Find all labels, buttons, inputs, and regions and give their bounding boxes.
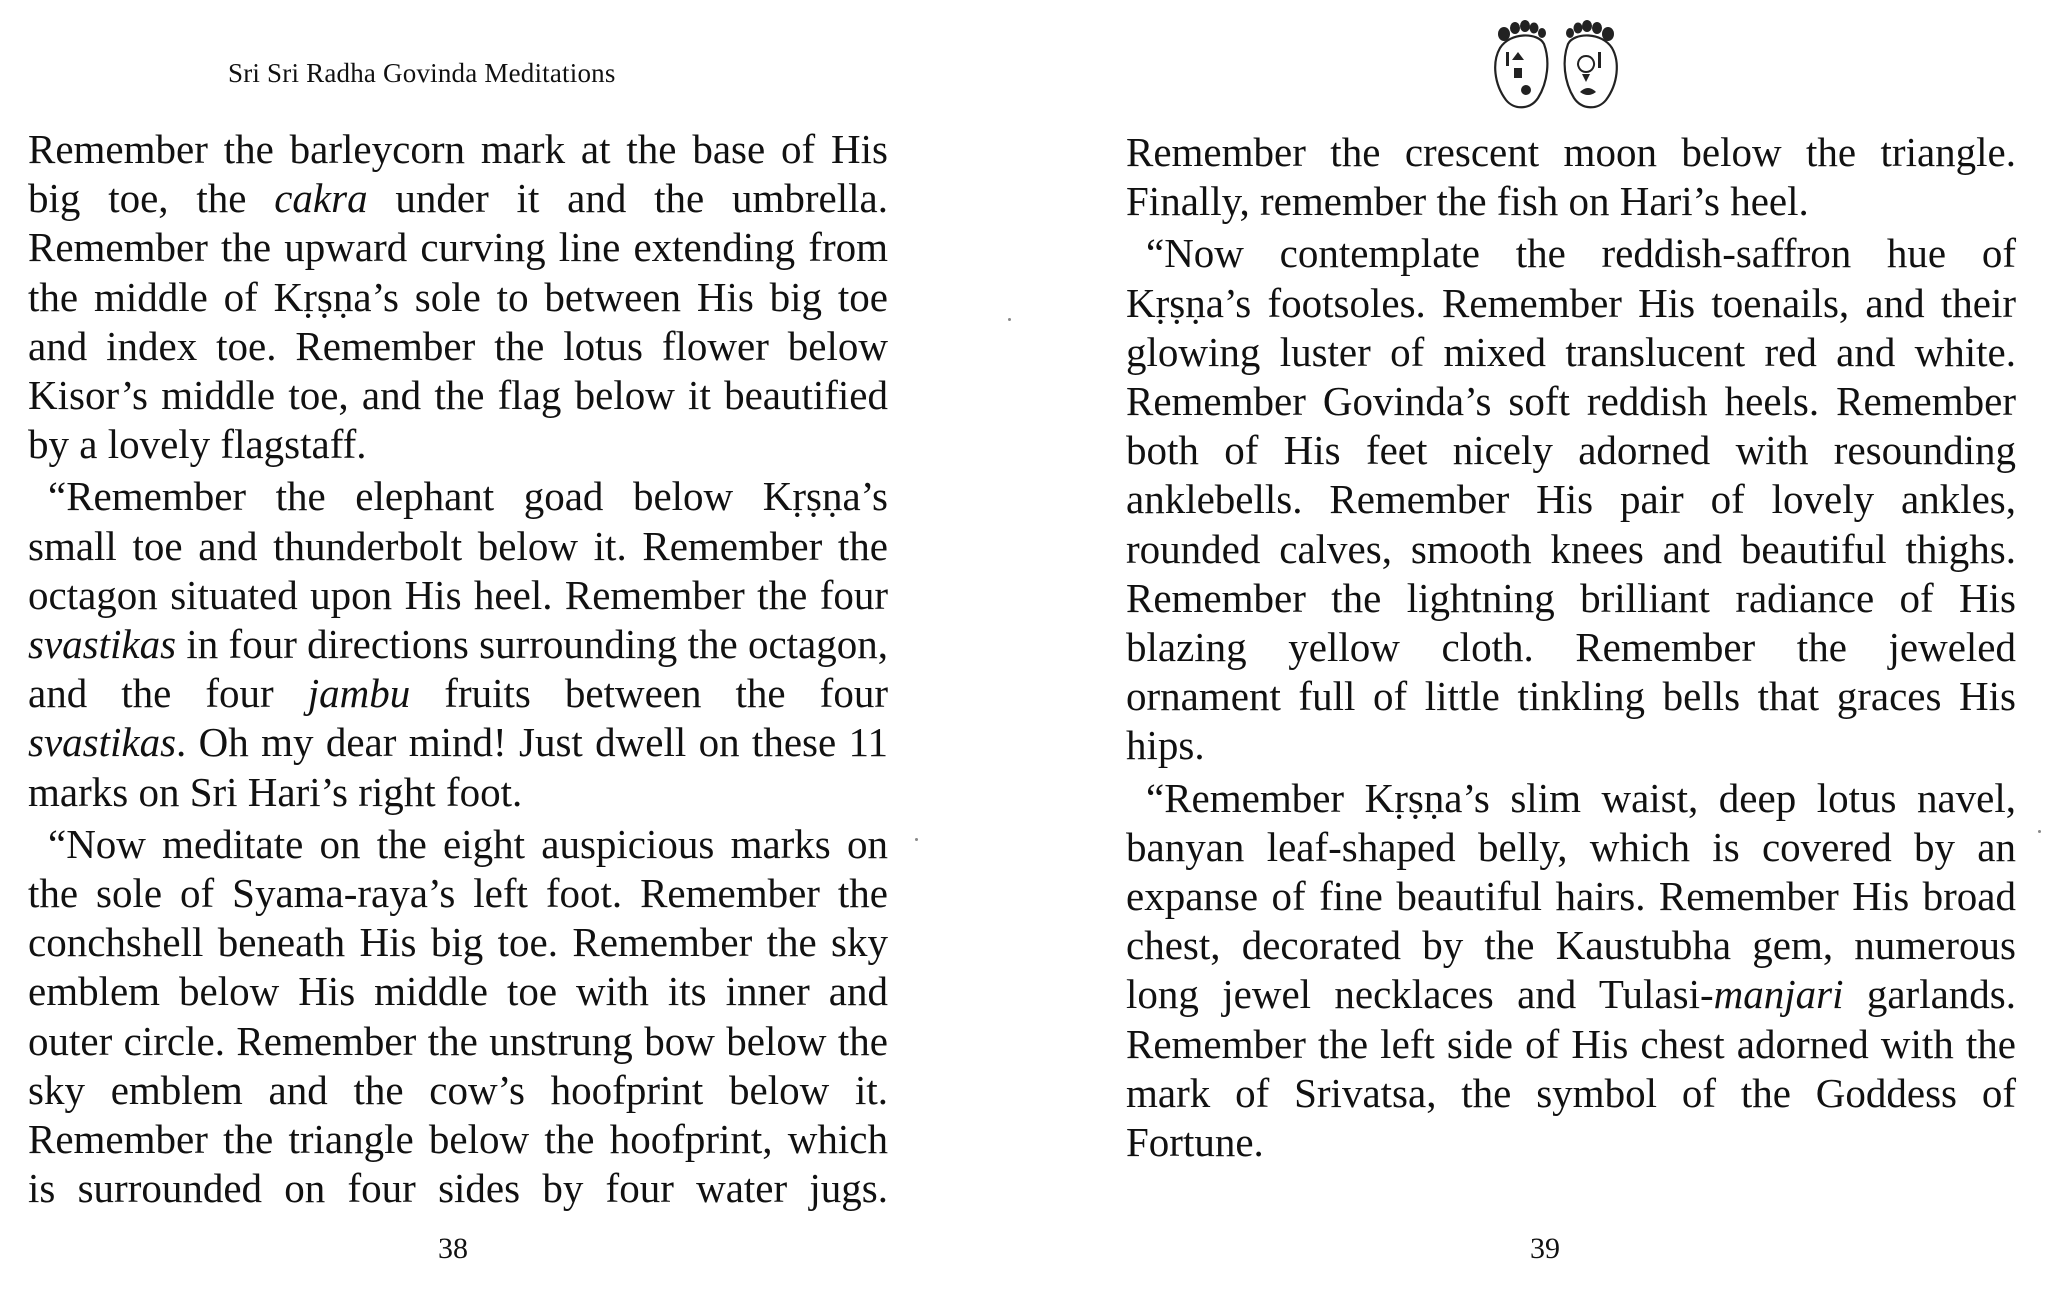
left-page-body (28, 125, 888, 1213)
paragraph (28, 820, 888, 1214)
right-page-body (1126, 128, 2016, 1167)
right-page (1030, 0, 2048, 1297)
italic-term: manjari (1713, 971, 1844, 1018)
running-head: Sri Sri Radha Govinda Meditations (228, 58, 616, 88)
text-run: Remember the crescent moon below the triangle. Finally, remember the fish on Hari’s heel. (1126, 129, 2016, 225)
text-run: under it and the umbrella. Remember the upward curving line extending from the middle of Kṛṣṇa’s sole to between His big toe and index toe. Remember the lotus flower below Kisor’s middle toe, and the flag below it beautified by a lovely flagstaff. (28, 175, 888, 468)
scan-speck (915, 838, 918, 841)
text-run: fruits between the four (410, 670, 888, 717)
page-number: 39 (1530, 1232, 1560, 1265)
paragraph (28, 472, 888, 816)
scan-speck (1008, 318, 1011, 321)
text-run: in four directions surrounding the octagon, and the four (28, 621, 888, 717)
text-run: . Oh my dear mind! Just dwell on these 11 marks on Sri Hari’s right foot. (28, 719, 888, 815)
text-run: “Remember the elephant goad below Kṛṣṇa’s small toe and thunderbolt below it. Remember the octagon situated upon His heel. Remember the four (28, 473, 888, 618)
italic-term: jambu (307, 670, 411, 717)
italic-term: svastikas (28, 621, 177, 668)
text-run: “Now contemplate the reddish-saffron hue of Kṛṣṇa’s footsoles. Remember His toenails, and their glowing luster of mixed translucent red and white. Remember Govinda’s soft reddish heels. Remember both of His feet nicely adorned with resounding anklebells. Remember His pair of lovely ankles, rounded calves, smooth knees and beautiful thighs. Remember the lightning brilliant radiance of His blazing yellow cloth. Remember the jeweled ornament full of little tinkling bells that graces His hips. (1126, 230, 2016, 769)
page-number: 38 (438, 1232, 468, 1265)
paragraph (1126, 774, 2016, 1168)
paragraph (1126, 128, 2016, 226)
text-run: garlands. Remember the left side of His chest adorned with the mark of Srivatsa, the symbol of the Goddess of Fortune. (1126, 971, 2016, 1166)
text-run: Remember the barleycorn mark at the base of His big toe, the (28, 126, 888, 222)
italic-term: cakra (274, 175, 368, 222)
lotus-feet-icon (1482, 12, 1630, 112)
text-run: “Remember Kṛṣṇa’s slim waist, deep lotus navel, banyan leaf-shaped belly, which is covered by an expanse of fine beautiful hairs. Remember His broad chest, decorated by the Kaustubha gem, numerous long jewel necklaces and Tulasi- (1126, 774, 2016, 1018)
paragraph (28, 125, 888, 469)
left-page (0, 0, 1010, 1297)
paragraph (1126, 229, 2016, 770)
text-run: “Now meditate on the eight auspicious marks on the sole of Syama-raya’s left foot. Remember the conchshell beneath His big toe. Remember the sky emblem below His middle toe with its inner and outer circle. Remember the unstrung bow below the sky emblem and the cow’s hoofprint below it. Remember the triangle below the hoofprint, which is surrounded on four sides by four water jugs. (28, 820, 888, 1212)
italic-term: svastikas (28, 719, 177, 766)
